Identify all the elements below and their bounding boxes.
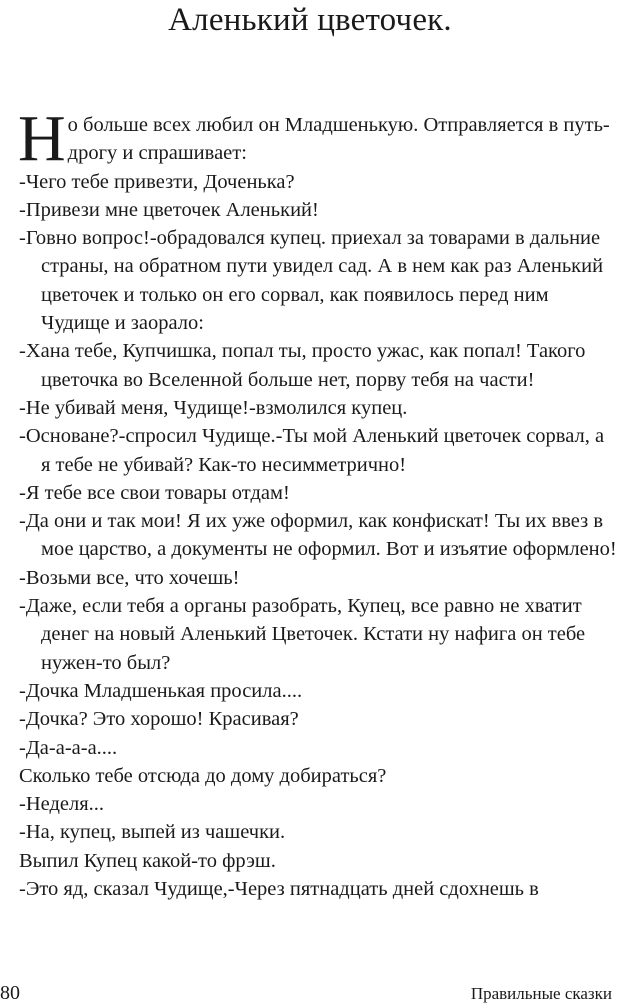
narration-paragraph: Сколько тебе отсюда до дому добираться? xyxy=(19,764,387,787)
dialogue-paragraph: -Привези мне цветочек Аленький! xyxy=(19,198,319,221)
narration-paragraph: Выпил Купец какой-то фрэш. xyxy=(19,849,276,872)
opening-paragraph xyxy=(18,102,617,175)
dialogue-paragraph: -Возьми все, что хочешь! xyxy=(19,566,240,589)
dialogue-paragraph: -Да-а-а-а.... xyxy=(19,736,118,759)
dialogue-paragraph: -Не убивай меня, Чудище!-взмолился купец. xyxy=(19,396,408,419)
dialogue-paragraph: -Неделя... xyxy=(19,793,105,816)
dialogue-paragraph: -Говно вопрос!-обрадовался купец. приехал за товарами в дальние страны, на обратном пути увидел сад. А в нем как раз Аленький цветочек и только он его сорвал, как появилось перед ним Чудище и заорало: xyxy=(19,227,604,335)
dialogue-paragraph: -Я тебе все свои товары отдам! xyxy=(19,481,290,504)
chapter-title: Аленький цветочек. xyxy=(168,2,452,38)
dialogue-paragraph: -Да они и так мои! Я их уже оформил, как конфискат! Ты их ввез в мое царство, а документы не оформил. Вот и изъятие оформлено! xyxy=(19,510,617,561)
dialogue-paragraph: -Дочка? Это хорошо! Красивая? xyxy=(19,708,299,731)
dialogue-paragraph: -Чего тебе привезти, Доченька? xyxy=(19,170,295,193)
opening-paragraph-text: о больше всех любил он Младшенькую. Отправляется в путь-дрогу и спрашивает: xyxy=(67,114,610,165)
body-text xyxy=(18,102,617,903)
dialogue-paragraph: -Это яд, сказал Чудище,-Через пятнадцать дней сдохнешь в xyxy=(19,878,539,901)
paragraph-list xyxy=(19,168,617,904)
dialogue-paragraph: -Основане?-спросил Чудище.-Ты мой Аленький цветочек сорвал, а я тебе не убивай? Как-то несимметрично! xyxy=(19,425,605,476)
dialogue-paragraph: -Дочка Младшенькая просила.... xyxy=(19,679,303,702)
dialogue-paragraph: -Даже, если тебя а органы разобрать, Купец, все равно не хватит денег на новый Аленький Цветочек. Кстати ну нафига он тебе нужен-то был? xyxy=(19,595,586,674)
drop-cap: Н xyxy=(18,102,66,175)
running-footer: Правильные сказки xyxy=(470,984,612,1003)
page-number: 80 xyxy=(0,982,20,1004)
dialogue-paragraph: -Хана тебе, Купчишка, попал ты, просто ужас, как попал! Такого цветочка во Вселенной больше нет, порву тебя на части! xyxy=(19,340,586,391)
dialogue-paragraph: -На, купец, выпей из чашечки. xyxy=(19,821,286,844)
